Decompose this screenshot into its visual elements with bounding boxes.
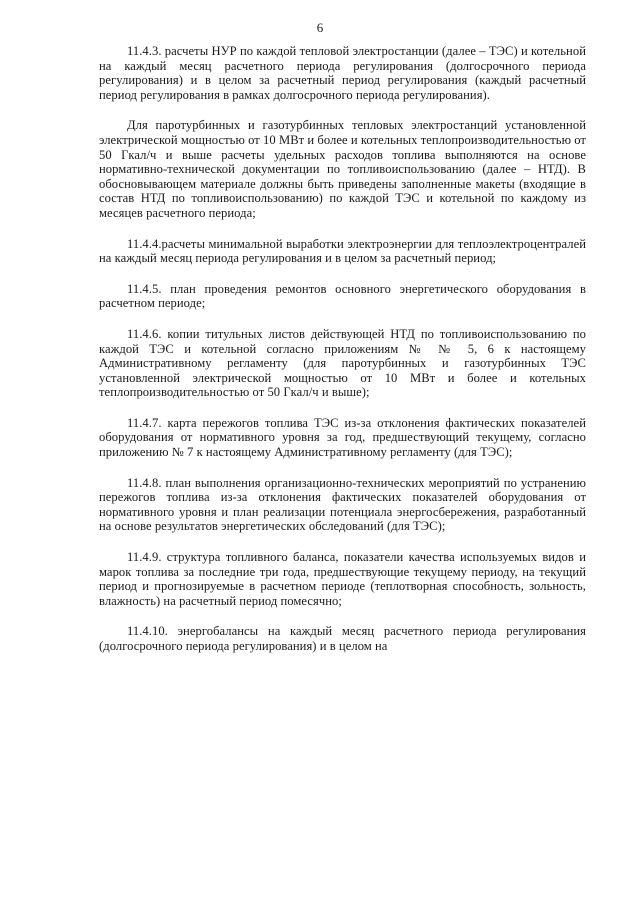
- paragraph-11-4-4: 11.4.4.расчеты минимальной выработки электроэнергии для теплоэлектроцентралей на каждый месяц периода регулирования и в целом за расчетный период;: [99, 236, 586, 266]
- paragraph-11-4-7: 11.4.7. карта пережогов топлива ТЭС из-за отклонения фактических показателей оборудования от нормативного уровня за год, предшествующий текущему, согласно приложению № 7 к настоящему Административному регламенту (для ТЭС);: [99, 415, 586, 460]
- paragraph-11-4-8: 11.4.8. план выполнения организационно-технических мероприятий по устранению пережогов топлива из-за отклонения фактических показателей оборудования от нормативного уровня и план реализации потенциала энергосбережения, разработанный на основе результатов энергетических обследований (для ТЭС);: [99, 475, 586, 534]
- page-number: 6: [316, 20, 324, 35]
- paragraph-11-4-5: 11.4.5. план проведения ремонтов основного энергетического оборудования в расчетном периоде;: [99, 281, 586, 311]
- paragraph-11-4-9: 11.4.9. структура топливного баланса, показатели качества используемых видов и марок топлива за последние три года, предшествующие текущему периоду, на текущий период и прогнозируемые в расчетном периоде (теплотворная способность, зольность, влажность) на расчетный период помесячно;: [99, 550, 586, 608]
- paragraph-ntd-note: Для паротурбинных и газотурбинных тепловых электростанций установленной электрической мощностью от 10 МВт и более и котельных теплопроизводительностью от 50 Гкал/ч и выше расчеты удельных расходов топлива выполняются на основе нормативно-технической документации по топливоиспользованию (далее – НТД). В обосновывающем материале должны быть приведены заполненные макеты (входящие в состав НТД по топливоиспользованию) по каждой ТЭС и котельной по каждому из месяцев расчетного периода;: [99, 118, 586, 220]
- paragraph-11-4-10: 11.4.10. энергобалансы на каждый месяц расчетного периода регулирования (долгосрочного периода регулирования) и в целом на: [99, 624, 586, 653]
- paragraph-11-4-6: 11.4.6. копии титульных листов действующей НТД по топливоиспользованию по каждой ТЭС и котельной согласно приложениям № № 5, 6 к настоящему Административному регламенту (для паротурбинных и газотурбинных ТЭС установленной электрической мощностью от 10 МВт и более и котельных теплопроизводительностью от 50 Гкал/ч и выше);: [99, 326, 586, 400]
- document-body: [99, 44, 586, 654]
- paragraph-11-4-3: 11.4.3. расчеты НУР по каждой тепловой электростанции (далее – ТЭС) и котельной на каждый месяц расчетного периода регулирования (долгосрочного периода регулирования) и в целом за расчетный период регулирования (каждый расчетный период регулирования в рамках долгосрочного периода регулирования).: [99, 44, 586, 102]
